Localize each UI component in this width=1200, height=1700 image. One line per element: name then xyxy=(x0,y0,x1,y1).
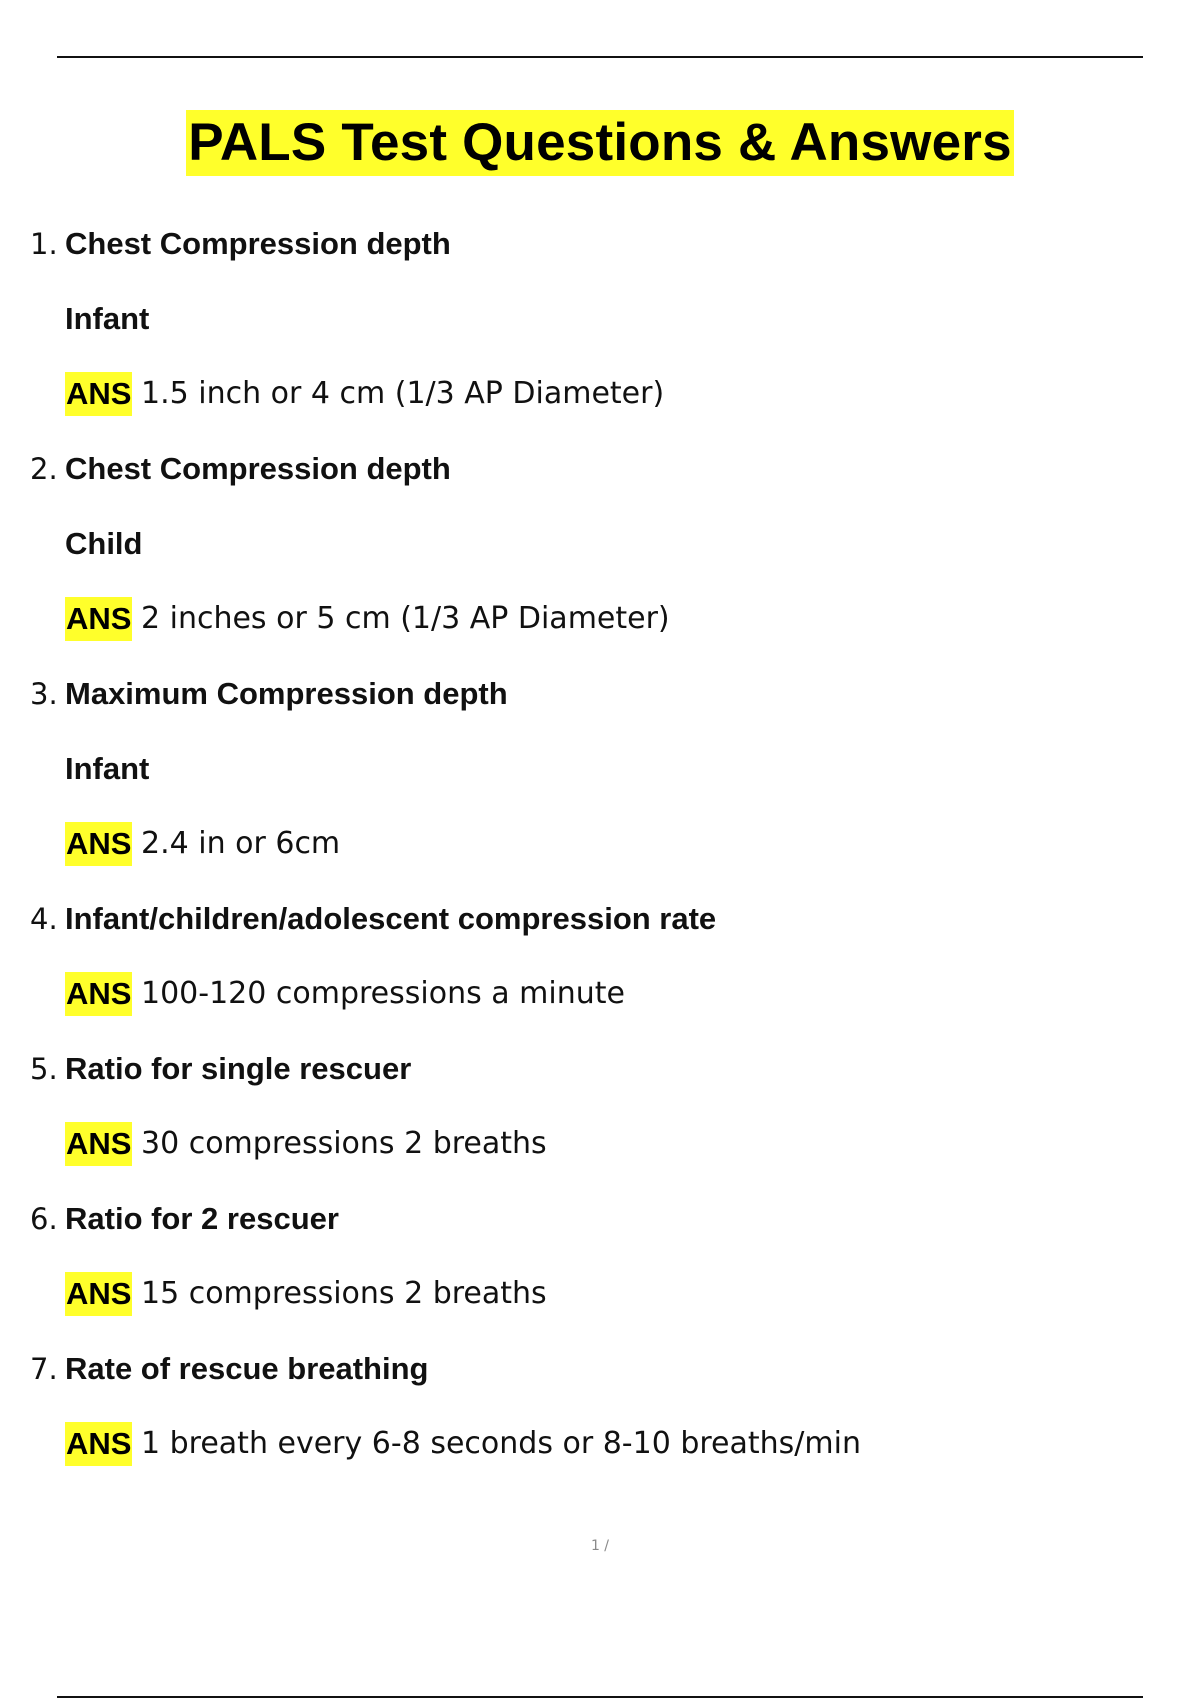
question-number: 1. xyxy=(30,227,58,261)
question-subject-row xyxy=(0,747,1200,822)
answer-row xyxy=(0,972,1200,1026)
answer-row xyxy=(0,1122,1200,1176)
answer-tag: ANS xyxy=(65,372,132,416)
question-text: Chest Compression depth xyxy=(65,226,451,261)
answer-row xyxy=(0,597,1200,651)
question-number: 5. xyxy=(30,1052,58,1086)
answer-tag: ANS xyxy=(65,1122,132,1166)
question-subject-row xyxy=(0,297,1200,372)
answer-row xyxy=(0,822,1200,876)
answer-text: 15 compressions 2 breaths xyxy=(141,1276,547,1311)
question-text: Ratio for 2 rescuer xyxy=(65,1201,339,1236)
question-row xyxy=(0,1197,1200,1272)
answer-tag: ANS xyxy=(65,1272,132,1316)
question-text: Maximum Compression depth xyxy=(65,676,508,711)
footer-rule xyxy=(57,1696,1143,1698)
question-number: 3. xyxy=(30,677,58,711)
answer-tag: ANS xyxy=(65,972,132,1016)
header-rule xyxy=(57,56,1143,58)
question-text: Rate of rescue breathing xyxy=(65,1351,429,1386)
answer-tag: ANS xyxy=(65,822,132,866)
question-number: 4. xyxy=(30,902,58,936)
qa-item xyxy=(0,447,1200,651)
question-row xyxy=(0,897,1200,972)
question-subject-row xyxy=(0,522,1200,597)
qa-item xyxy=(0,1197,1200,1326)
page-title: PALS Test Questions & Answers xyxy=(186,110,1014,176)
question-subject: Child xyxy=(65,526,143,561)
question-row xyxy=(0,1347,1200,1422)
answer-row xyxy=(0,372,1200,426)
answer-text: 1.5 inch or 4 cm (1/3 AP Diameter) xyxy=(141,376,665,411)
question-subject: Infant xyxy=(65,751,150,786)
answer-text: 2.4 in or 6cm xyxy=(141,826,341,861)
title-container xyxy=(0,110,1200,176)
question-number: 6. xyxy=(30,1202,58,1236)
answer-text: 100-120 compressions a minute xyxy=(141,976,625,1011)
page-number: 1 / xyxy=(590,1538,610,1554)
qa-item xyxy=(0,1047,1200,1176)
question-row xyxy=(0,447,1200,501)
qa-list xyxy=(0,222,1200,1497)
answer-tag: ANS xyxy=(65,1422,132,1466)
qa-item xyxy=(0,672,1200,876)
answer-text: 1 breath every 6-8 seconds or 8-10 breaths/min xyxy=(141,1426,861,1461)
answer-tag: ANS xyxy=(65,597,132,641)
question-subject: Infant xyxy=(65,301,150,336)
question-row xyxy=(0,222,1200,276)
question-number: 7. xyxy=(30,1352,58,1386)
question-text: Ratio for single rescuer xyxy=(65,1051,412,1086)
question-row xyxy=(0,672,1200,726)
answer-text: 30 compressions 2 breaths xyxy=(141,1126,547,1161)
answer-row xyxy=(0,1422,1200,1476)
question-text: Chest Compression depth xyxy=(65,451,451,486)
qa-item xyxy=(0,897,1200,1026)
answer-row xyxy=(0,1272,1200,1326)
question-text: Infant/children/adolescent compression rate xyxy=(65,901,717,936)
answer-text: 2 inches or 5 cm (1/3 AP Diameter) xyxy=(141,601,670,636)
qa-item xyxy=(0,1347,1200,1476)
question-row xyxy=(0,1047,1200,1122)
question-number: 2. xyxy=(30,452,58,486)
qa-item xyxy=(0,222,1200,426)
